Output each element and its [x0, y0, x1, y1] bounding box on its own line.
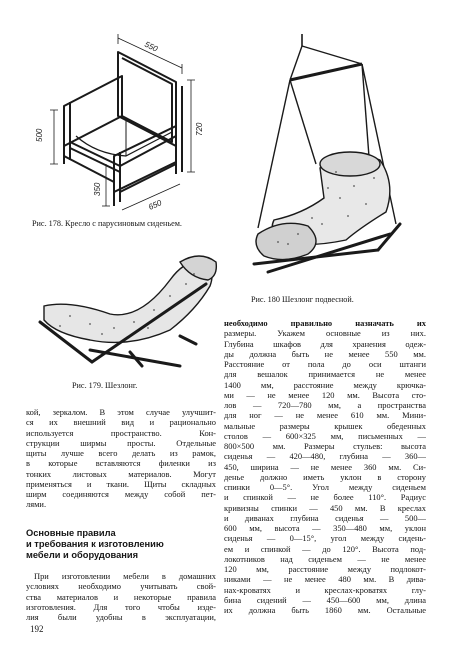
left-column-text — [26, 407, 216, 510]
text-line: ды должна быть не менее 550 мм. — [224, 348, 426, 359]
deck-chair-drawing — [30, 240, 220, 370]
text-line: струкции ширмы просты. Отдельные — [26, 437, 216, 448]
text-line: мальные размеры крышек обеденных — [224, 420, 426, 431]
text-line: лями. — [26, 499, 47, 510]
text-line: никами — не менее 480 мм. В дива- — [224, 574, 426, 585]
page-number: 192 — [30, 624, 44, 634]
text-line: локотников над сиденьем — не менее — [224, 553, 426, 564]
text-line: лов — 720—780 мм, а пространства — [224, 400, 426, 410]
text-line: изготовления. Для того чтобы изде- — [26, 601, 216, 612]
dimension-label: 550 — [143, 39, 160, 54]
text-line: ся их внешний вид и рационально — [26, 417, 216, 428]
text-line: 450, ширина — не менее 360 мм. Си- — [224, 461, 426, 472]
text-line: сиденья — 420—480, глубина — 360— — [224, 451, 426, 462]
text-line: условиях необходимо учитывать свой- — [26, 581, 216, 592]
text-line: денье должно иметь уклон в сторону — [224, 471, 426, 482]
figure-178-caption: Рис. 178. Кресло с парусиновым сиденьем. — [32, 219, 182, 228]
text-line: сиденья — 0—15°, угол между сидень- — [224, 533, 426, 544]
text-line: Расстояние от пола до оси штанги — [224, 359, 426, 369]
dimension-label: 720 — [195, 122, 204, 136]
text-line: спинки 0—5°. Угол между сиденьем — [224, 482, 426, 492]
armchair-drawing — [26, 24, 231, 214]
text-line: ми — не менее 120 мм. Высота сто- — [224, 389, 426, 400]
dimension-label: 650 — [147, 198, 164, 212]
text-line: используется пространство. Кон- — [26, 427, 216, 438]
hanging-chair-drawing — [228, 28, 428, 290]
figure-180-caption: Рис. 180 Шезлонг подвесной. — [251, 295, 354, 304]
text-line: 600 мм, высота — 350—480 мм, уклон — [224, 523, 426, 533]
left-column-text-2 — [26, 571, 216, 622]
dimension-label: 500 — [35, 128, 44, 142]
text-line: кривизны спинки — 450 мм. В креслах — [224, 502, 426, 513]
text-line: бина сидений — 450—600 мм, длина — [224, 594, 426, 605]
text-line: лия были удобны в эксплуатации, — [26, 612, 216, 622]
text-line: кой, зеркалом. В этом случае улучшит- — [26, 407, 216, 417]
text-line: необходимо правильно назначать их — [224, 318, 426, 328]
text-line: нах-кроватях и креслах-кроватях глу- — [224, 584, 426, 595]
text-line: их должна быть 1860 мм. Остальные — [224, 605, 426, 615]
text-line: щиты лучше всего делать из рамок, — [26, 448, 216, 458]
section-heading — [26, 528, 226, 561]
text-line: ства материалов и некоторые правила — [26, 591, 216, 602]
heading-line: Основные правила — [26, 528, 116, 538]
heading-line: и требования к изготовлению — [26, 539, 164, 549]
text-line: Глубина шкафов для хранения одеж- — [224, 338, 426, 349]
heading-line: мебели и оборудования — [26, 550, 139, 560]
figure-179-caption: Рис. 179. Шезлонг. — [72, 381, 138, 390]
text-line: применяться и ткани. Щиты складных — [26, 478, 216, 489]
text-line: тонких листовых материалов. Могут — [26, 468, 216, 479]
dimension-label: 350 — [93, 182, 102, 196]
text-line: 800×500 мм. Размеры стульев: высота — [224, 441, 426, 451]
text-line: ем и спинкой — до 120°. Высота под- — [224, 543, 426, 554]
text-line: размеры. Укажем основные из них. — [224, 328, 426, 339]
text-line: ширм соединяются между собой пет- — [26, 489, 216, 499]
text-line: При изготовлении мебели в домашних — [34, 571, 216, 581]
right-column-text — [224, 318, 426, 615]
text-line: и спинкой — не более 110°. Радиус — [224, 492, 426, 503]
text-line: столов — 600×325 мм, письменных — — [224, 430, 426, 441]
text-line: 1400 мм, расстояние между крючка- — [224, 379, 426, 390]
text-line: и диванах глубина сиденья — 500— — [224, 512, 426, 523]
text-line: для вешалок принимается не менее — [224, 369, 426, 380]
text-line: в которые вставляются филенки из — [26, 458, 216, 469]
text-line: 120 мм, расстояние между подлокот- — [224, 564, 426, 574]
text-line: для ног — не менее 610 мм. Мини- — [224, 410, 426, 421]
